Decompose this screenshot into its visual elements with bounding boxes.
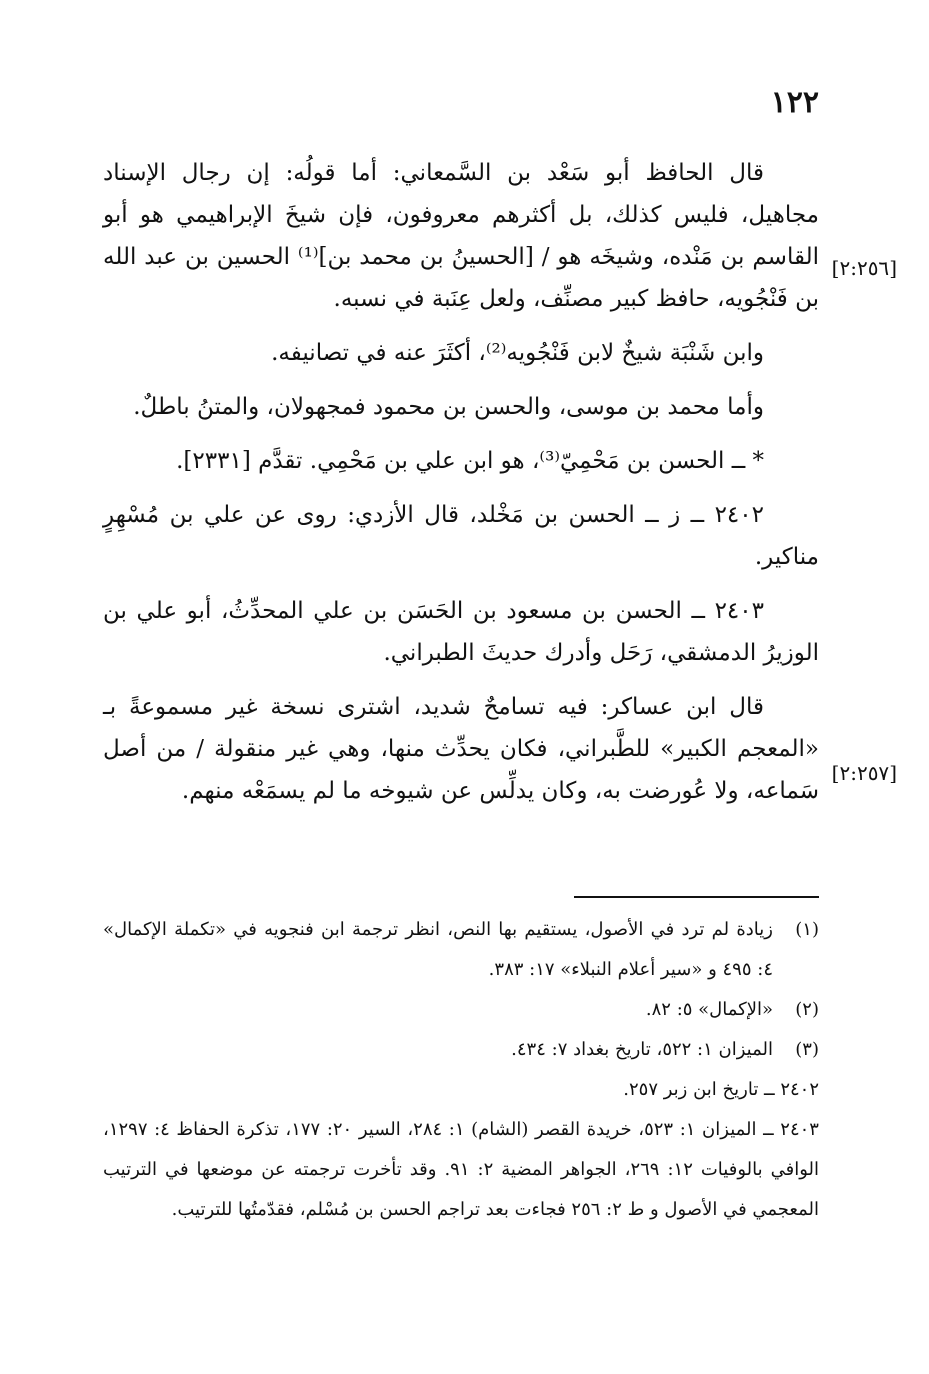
footnote-separator	[574, 896, 819, 898]
entry-note-2403: ٢٤٠٣ ــ الميزان ١: ٥٢٣، خريدة القصر (الشام) ١: ٢٨٤، السير ٢٠: ١٧٧، تذكرة الحفاظ ٤: ١٢٩٧، الوافي بالوفيات ١٢: ٢٦٩، الجواهر المضية ٢: ٩١. وقد تأخرت ترجمته عن موضعها في الترتيب المعجمي في الأصول و ط ٢: ٢٥٦ فجاءت بعد تراجم الحسن بن مُسْلم، فقدّمتُها للترتيب.	[103, 1119, 819, 1220]
margin-reference-note: [٢:٢٥٧]	[831, 761, 897, 785]
paragraph-ibn-asakir: قال ابن عساكر: فيه تسامحٌ شديد، اشترى نسخة غير مسموعةً بـ «المعجم الكبير» للطَّبراني، فكان يحدِّث منها، وهي غير منقولة / من أصل سَماعه، ولا عُورضت به، وكان يدلِّس عن شيوخه ما لم يسمَعْه منهم.	[103, 694, 819, 804]
footnote-number: (٣)	[795, 1039, 819, 1060]
footnote-1	[103, 910, 819, 990]
footnote-2	[103, 990, 819, 1030]
entry-note-2402: ٢٤٠٢ ــ تاريخ ابن زبر ٢٥٧.	[623, 1079, 819, 1100]
entry-2403: ٢٤٠٣ ــ الحسن بن مسعود بن الحَسَن بن علي المحدِّثُ، أبو علي بن الوزيرُ الدمشقي، رَحَل وأدرك حديثَ الطبراني.	[103, 598, 819, 666]
footnote-number: (١)	[795, 919, 819, 940]
footnote-number: (٢)	[795, 999, 819, 1020]
footnote-text: الميزان ١: ٥٢٢، تاريخ بغداد ٧: ٤٣٤.	[511, 1039, 773, 1060]
entry-2402: ٢٤٠٢ ــ ز ــ الحسن بن مَخْلد، قال الأزدي: روى عن علي بن مُسْهِرٍ مناكير.	[103, 502, 819, 570]
main-text-block	[103, 152, 819, 824]
footnote-text: زيادة لم ترد في الأصول، يستقيم بها النص، انظر ترجمة ابن فنجويه في «تكملة الإكمال» ٤: ٤٩٥ و «سير أعلام النبلاء» ١٧: ٣٨٣.	[103, 919, 773, 980]
footnote-text: «الإكمال» ٥: ٨٢.	[645, 999, 773, 1020]
paragraph-mutn-batil: وأما محمد بن موسى، والحسن بن محمود فمجهولان، والمتنُ باطلٌ.	[133, 394, 764, 420]
footnote-3	[103, 1030, 819, 1070]
footnotes-block	[103, 910, 819, 1230]
paragraph-ibn-shanba: وابن شَنْبَة شيخٌ لابن فَنْجُويه⁽²⁾، أكثَرَ عنه في تصانيفه.	[271, 340, 764, 366]
paragraph-samani-quote: قال الحافظ أبو سَعْد بن السَّمعاني: أما قولُه: إن رجال الإسناد مجاهيل، فليس كذلك، بل أكثرهم معروفون، فإن شيخَ الإبراهيمي هو أبو القاسم بن مَنْده، وشيخَه هو / [الحسينُ بن محمد بن]⁽¹⁾ الحسين بن عبد الله بن فَنْجُويه، حافظ كبير مصنِّف، ولعل عِنَبة في نسبه.	[103, 160, 819, 312]
margin-reference-note: [٢:٢٥٦]	[831, 256, 897, 280]
paragraph-hasan-ibn-mahmi: * ــ الحسن بن مَحْمِيّ⁽³⁾، هو ابن علي بن مَحْمِي. تقدَّم [٢٣٣١].	[176, 448, 764, 474]
page-number: ١٢٢	[770, 85, 819, 120]
